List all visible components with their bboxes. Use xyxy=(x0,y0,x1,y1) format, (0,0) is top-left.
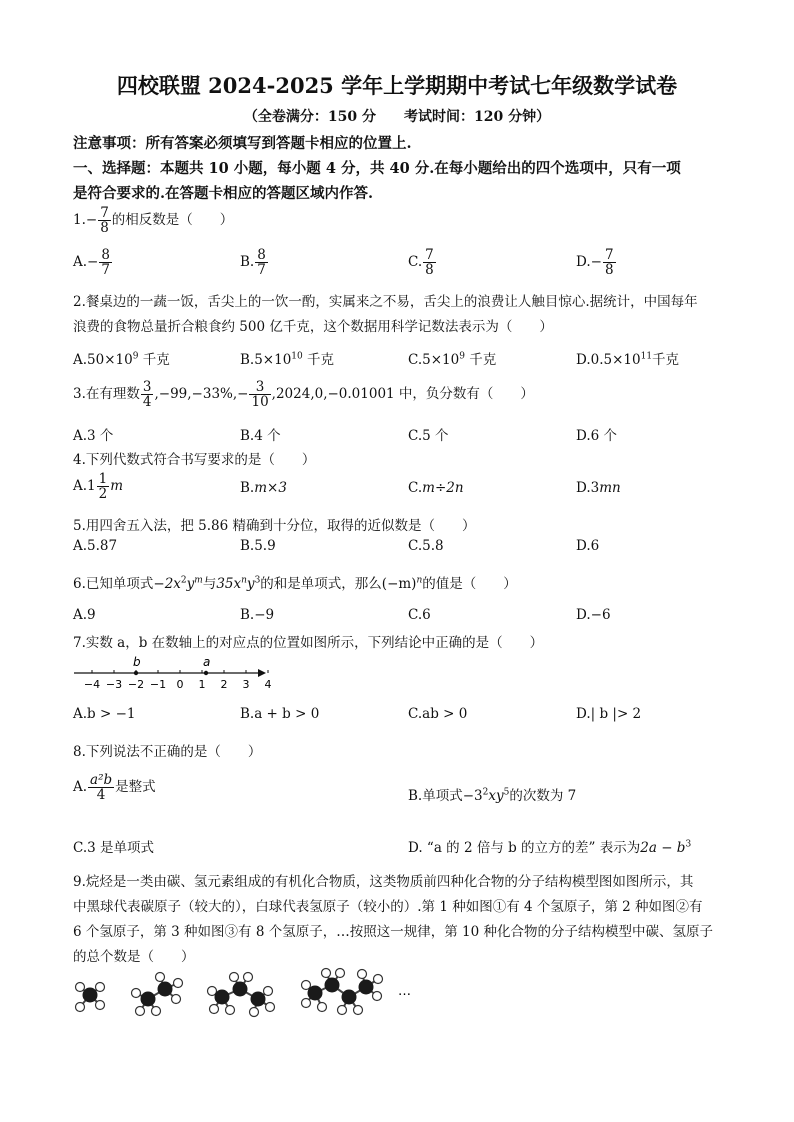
q4-option-a: A.1 $\frac{1}{2}$ m xyxy=(73,471,124,503)
q6-option-c: C.6 xyxy=(408,607,431,623)
question-1: 1.− $\frac{7}{8}$ 的相反数是（ ） xyxy=(73,205,234,237)
molecule-3 xyxy=(208,973,275,1017)
tick-label: −2 xyxy=(127,678,145,691)
tick-label: 1 xyxy=(198,678,206,691)
q3-option-c: C.5 个 xyxy=(408,428,449,444)
tick-label: −3 xyxy=(105,678,123,691)
q4-option-d: D.3mn xyxy=(576,480,621,496)
q1-option-d: D.− $\frac{7}{8}$ xyxy=(576,247,614,279)
question-9-line3: 6 个氢原子，第 3 种如图③有 8 个氢原子，…按照这一规律，第 10 种化合物的分子结构模型中碳、氢原子 xyxy=(73,924,713,940)
q5-option-a: A.5.87 xyxy=(73,538,118,554)
molecule-1 xyxy=(76,983,105,1012)
exam-title: 四校联盟 2024-2025 学年上学期期中考试七年级数学试卷 xyxy=(116,73,678,98)
question-7: 7.实数 a，b 在数轴上的对应点的位置如图所示，下列结论中正确的是（ ） xyxy=(73,635,544,651)
q2-option-d: $D.0.5\times 10^{11}$千克 xyxy=(576,351,680,368)
molecule-2 xyxy=(132,973,183,1016)
question-2-line2: 浪费的食物总量折合粮食约 500 亿千克，这个数据用科学记数法表示为（ ） xyxy=(73,319,553,335)
question-6: 6.已知单项式$-2x^2y^m$与$35x^ny^3$的和是单项式，那么$(-m)^n$的值是（ ） xyxy=(73,575,517,592)
section1-line1: 一、选择题：本题共 10 小题，每小题 4 分，共 40 分.在每小题给出的四个选项中，只有一项 xyxy=(73,160,681,177)
number-line-arrow xyxy=(258,669,266,677)
q8-option-b: B.单项式$-3^2xy^5$的次数为 7 xyxy=(408,787,577,804)
molecule-figures xyxy=(70,965,430,1025)
q4-option-b: B.m×3 xyxy=(240,480,287,496)
q7-option-c: C.ab > 0 xyxy=(408,706,468,722)
tick-label: −4 xyxy=(83,678,101,691)
tick-label: −1 xyxy=(149,678,167,691)
q8-option-c: C.3 是单项式 xyxy=(73,840,155,856)
q3-option-d: D.6 个 xyxy=(576,428,618,444)
point-a xyxy=(204,671,208,675)
question-8: 8.下列说法不正确的是（ ） xyxy=(73,744,262,760)
q2-option-b: $B.5\times 10^{10}$ 千克 xyxy=(240,351,335,368)
ellipsis: … xyxy=(398,984,411,999)
q2-option-c: $C.5\times 10^9$ 千克 xyxy=(408,351,497,368)
q5-option-d: D.6 xyxy=(576,538,600,554)
q3-option-b: B.4 个 xyxy=(240,428,281,444)
question-3: 3.在有理数 $\frac{3}{4}$ ,−99,−33%,− $\frac{3}{10}$ ,2024,0,−0.01001 中，负分数有（ ） xyxy=(73,379,534,411)
q5-option-b: B.5.9 xyxy=(240,538,276,554)
q2-option-a: $A.50\times 10^9$ 千克 xyxy=(73,351,170,368)
fraction: $\frac{7}{8}$ xyxy=(100,205,109,237)
q3-option-a: A.3 个 xyxy=(73,428,114,444)
tick-label: 2 xyxy=(220,678,228,691)
question-5: 5.用四舍五入法，把 5.86 精确到十分位，取得的近似数是（ ） xyxy=(73,518,476,534)
tick-label: 4 xyxy=(264,678,272,691)
question-9-line4: 的总个数是（ ） xyxy=(73,949,195,965)
q7-option-a: A.b > −1 xyxy=(73,706,136,722)
question-2-line1: 2.餐桌边的一蔬一饭，舌尖上的一饮一酌，实属来之不易，舌尖上的浪费让人触目惊心.据统计，中国每年 xyxy=(73,294,698,310)
point-b xyxy=(134,671,138,675)
q4-option-c: C.m÷2n xyxy=(408,480,464,496)
question-4: 4.下列代数式符合书写要求的是（ ） xyxy=(73,452,316,468)
q1-option-a: A.− $\frac{8}{7}$ xyxy=(73,247,110,279)
label-a: a xyxy=(203,655,211,669)
label-b: b xyxy=(133,655,141,669)
notice: 注意事项：所有答案必须填写到答题卡相应的位置上. xyxy=(73,135,412,152)
q6-option-b: B.−9 xyxy=(240,607,275,623)
molecule-4 xyxy=(302,969,383,1015)
q1-option-b: B. $\frac{8}{7}$ xyxy=(240,247,266,279)
q6-option-a: A.9 xyxy=(73,607,96,623)
q8-option-d: D. “a 的 2 倍与 b 的立方的差” 表示为$2a - b^3$ xyxy=(408,839,692,856)
q1-option-c: C. $\frac{7}{8}$ xyxy=(408,247,434,279)
q8-option-a: A. $\frac{\text{a²b}}{4}$ 是整式 xyxy=(73,772,156,804)
q6-option-d: D.−6 xyxy=(576,607,611,623)
q5-option-c: C.5.8 xyxy=(408,538,444,554)
tick-label: 3 xyxy=(242,678,250,691)
exam-subtitle: （全卷满分：150 分 考试时间：120 分钟） xyxy=(243,109,551,125)
tick-label: 0 xyxy=(176,678,184,691)
q7-option-b: B.a + b > 0 xyxy=(240,706,320,722)
question-9-line1: 9.烷烃是一类由碳、氢元素组成的有机化合物质，这类物质前四种化合物的分子结构模型图如图所示，其 xyxy=(73,874,694,890)
question-9-line2: 中黑球代表碳原子（较大的），白球代表氢原子（较小的）.第 1 种如图①有 4 个氢原子，第 2 种如图②有 xyxy=(73,899,703,915)
section1-line2: 是符合要求的.在答题卡相应的答题区域内作答. xyxy=(73,185,374,202)
q7-option-d: D.| b |> 2 xyxy=(576,706,642,722)
number-line-figure xyxy=(70,653,270,693)
